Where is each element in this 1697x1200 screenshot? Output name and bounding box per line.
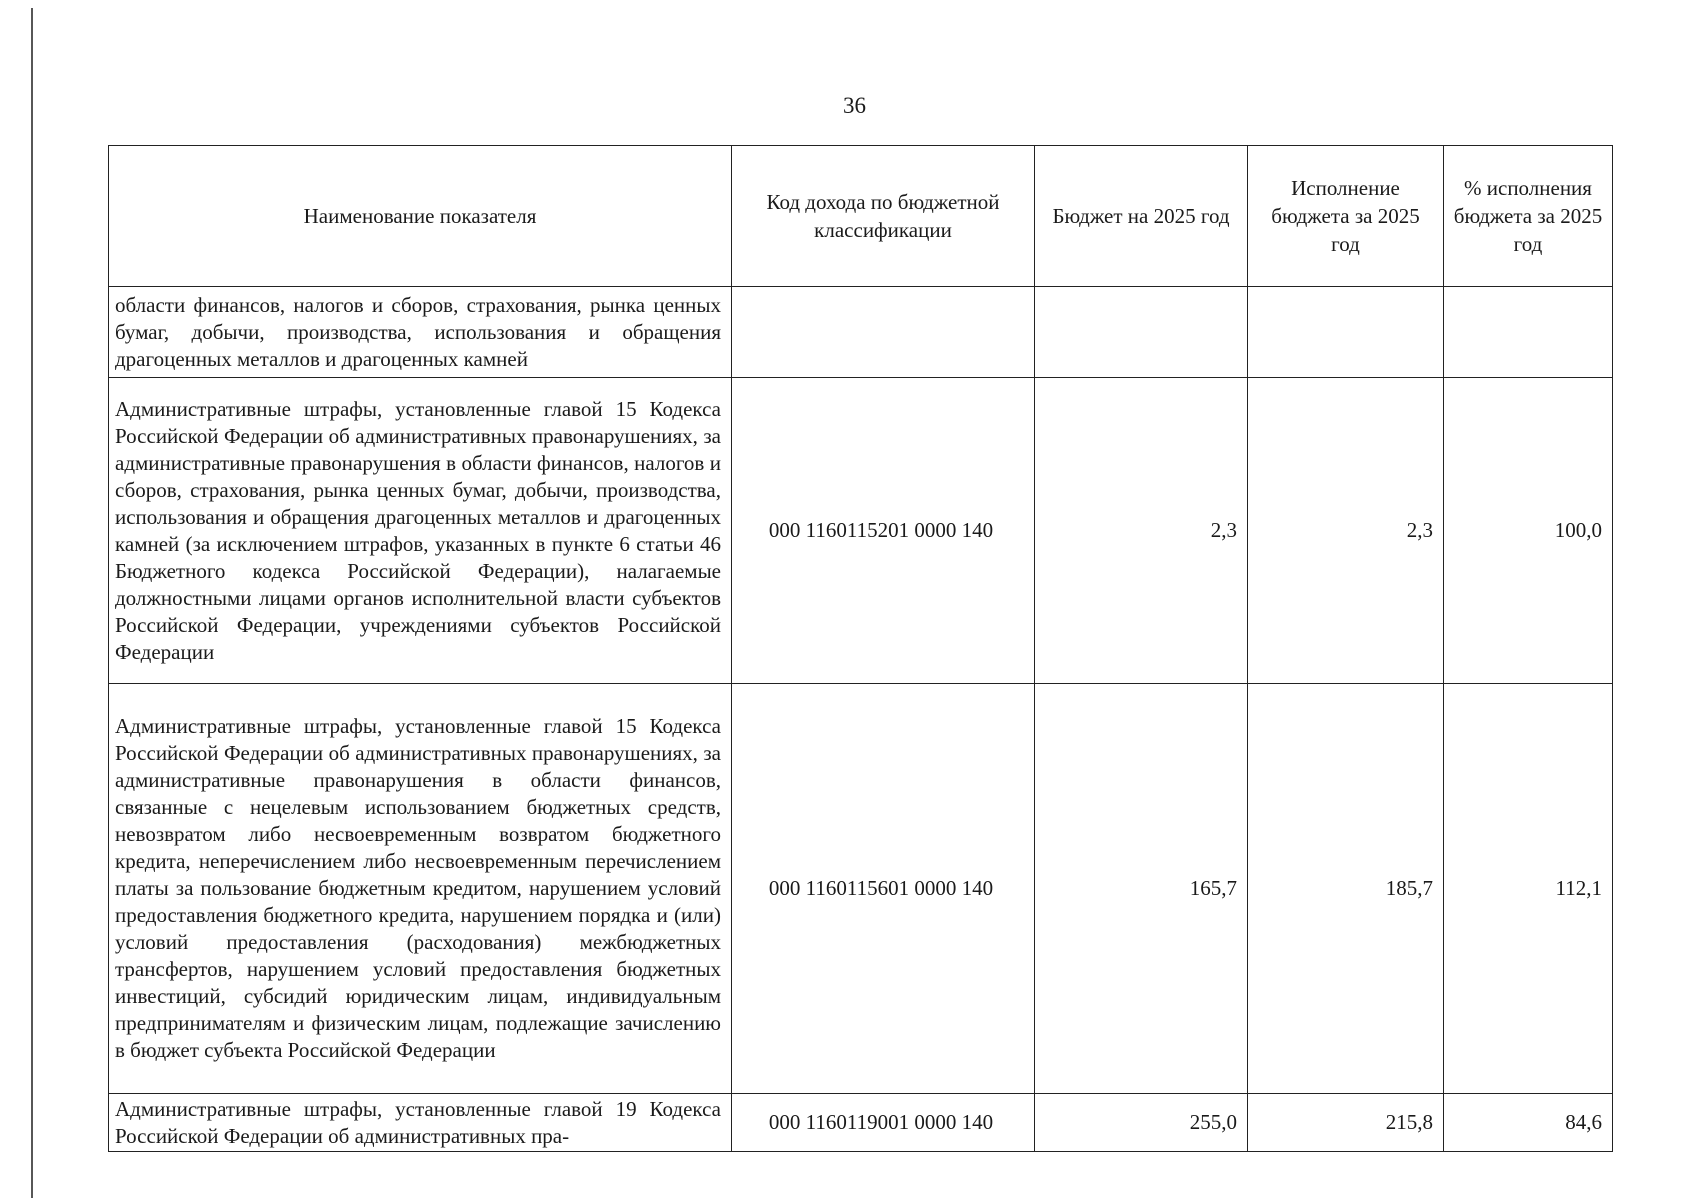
page-number: 36 [843, 93, 866, 118]
budget-table [108, 145, 1613, 1152]
row-name: Административные штрафы, установленные главой 19 Кодекса Российской Федерации об административных пра- [109, 1094, 732, 1152]
header-income-code: Код дохода по бюджетной классификации [732, 146, 1035, 287]
row-name: Административные штрафы, установленные главой 15 Кодекса Российской Федерации об административных правонарушениях, за административные правонарушения в области финансов, связанные с нецелевым использованием бюджетных средств, невозвратом либо несвоевременным возвратом бюджетного кредита, неперечислением либо несвоевременным перечислением платы за пользование бюджетным кредитом, нарушением условий предоставления бюджетного кредита, нарушением порядка и (или) условий предоставления (расходования) межбюджетных трансфертов, нарушением условий предоставления бюджетных инвестиций, субсидий юридическим лицам, индивидуальным предпринимателям и физическим лицам, подлежащие зачислению в бюджет субъекта Российской Федерации [109, 684, 732, 1094]
row-percent: 112,1 [1444, 684, 1613, 1094]
header-execution-percent: % исполнения бюджета за 2025 год [1444, 146, 1613, 287]
row-percent [1444, 287, 1613, 378]
row-percent: 84,6 [1444, 1094, 1613, 1152]
row-name: Административные штрафы, установленные главой 15 Кодекса Российской Федерации об административных правонарушениях, за административные правонарушения в области финансов, налогов и сборов, страхования, рынка ценных бумаг, добычи, производства, использования и обращения драгоценных металлов и драгоценных камней (за исключением штрафов, указанных в пункте 6 статьи 46 Бюджетного кодекса Российской Федерации), налагаемые должностными лицами органов исполнительной власти субъектов Российской Федерации, учреждениями субъектов Российской Федерации [109, 378, 732, 684]
row-name: области финансов, налогов и сборов, страхования, рынка ценных бумаг, добычи, производства, использования и обращения драгоценных металлов и драгоценных камней [109, 287, 732, 378]
row-code: 000 1160115601 0000 140 [732, 684, 1035, 1094]
table-row [109, 1094, 1613, 1152]
row-code: 000 1160115201 0000 140 [732, 378, 1035, 684]
table-row [109, 378, 1613, 684]
row-execution: 2,3 [1248, 378, 1444, 684]
row-percent: 100,0 [1444, 378, 1613, 684]
header-indicator-name: Наименование показателя [109, 146, 732, 287]
row-budget: 2,3 [1035, 378, 1248, 684]
table-header-row [109, 146, 1613, 287]
row-budget: 255,0 [1035, 1094, 1248, 1152]
row-execution: 215,8 [1248, 1094, 1444, 1152]
table-row [109, 287, 1613, 378]
row-code [732, 287, 1035, 378]
header-budget-2025: Бюджет на 2025 год [1035, 146, 1248, 287]
row-budget: 165,7 [1035, 684, 1248, 1094]
row-code: 000 1160119001 0000 140 [732, 1094, 1035, 1152]
header-execution-2025: Исполнение бюджета за 2025 год [1248, 146, 1444, 287]
row-execution [1248, 287, 1444, 378]
row-execution: 185,7 [1248, 684, 1444, 1094]
row-budget [1035, 287, 1248, 378]
table-row [109, 684, 1613, 1094]
scan-edge-line [31, 8, 33, 1198]
